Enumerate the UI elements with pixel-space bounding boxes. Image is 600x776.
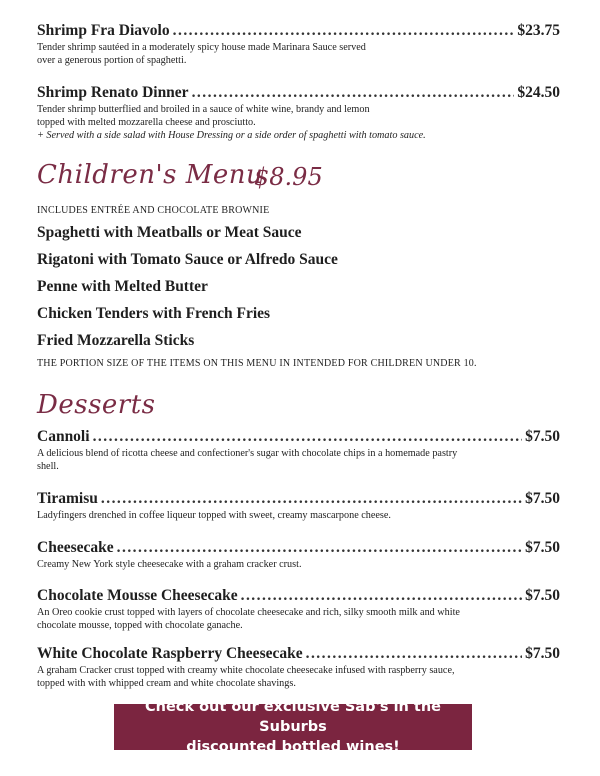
leader-dots (192, 84, 515, 102)
description-line: topped with with whipped cream and white chocolate shavings. (37, 678, 296, 689)
item-description (37, 664, 560, 690)
dessert-item-cheesecake (37, 539, 560, 557)
banner-line-2: discounted bottled wines! (186, 739, 400, 755)
item-price: $7.50 (525, 490, 560, 507)
dessert-item-tiramisu (37, 490, 560, 508)
menu-item-shrimp-fra-diavolo (37, 22, 560, 40)
description-line: Creamy New York style cheesecake with a graham cracker crust. (37, 559, 302, 570)
childrens-item: Fried Mozzarella Sticks (37, 332, 195, 349)
item-price: $7.50 (525, 587, 560, 604)
side-note: + Served with a side salad with House Dressing or a side order of spaghetti with tomato sauce. (37, 130, 426, 141)
description-line: over a generous portion of spaghetti. (37, 55, 187, 66)
desserts-heading: Desserts (37, 390, 156, 420)
dessert-item-chocolate-mousse-cheesecake (37, 587, 560, 605)
item-description (37, 558, 560, 571)
dessert-item-cannoli (37, 428, 560, 446)
childrens-item: Penne with Melted Butter (37, 278, 208, 295)
childrens-menu-price: $8.95 (254, 163, 323, 191)
dessert-item-white-chocolate-raspberry-cheesecake (37, 645, 560, 663)
item-description (37, 447, 560, 473)
leader-dots (93, 428, 523, 446)
description-line: topped with melted mozzarella cheese and prosciutto. (37, 117, 256, 128)
item-price: $24.50 (517, 84, 560, 101)
banner-line-1: Check out our exclusive Sab's in the Suburbs (145, 699, 441, 735)
item-name: Shrimp Renato Dinner (37, 84, 189, 101)
wine-promo-banner[interactable] (114, 699, 472, 755)
leader-dots (117, 539, 523, 557)
item-name: Cannoli (37, 428, 90, 445)
description-line: chocolate mousse, topped with chocolate ganache. (37, 620, 243, 631)
childrens-includes-note: INCLUDES ENTRÉE AND CHOCOLATE BROWNIE (37, 205, 270, 216)
item-name: Shrimp Fra Diavolo (37, 22, 170, 39)
childrens-item: Chicken Tenders with French Fries (37, 305, 271, 322)
item-name: White Chocolate Raspberry Cheesecake (37, 645, 303, 662)
item-price: $7.50 (525, 539, 560, 556)
leader-dots (101, 490, 522, 508)
leader-dots (306, 645, 523, 663)
description-line: shell. (37, 461, 59, 472)
item-price: $7.50 (525, 428, 560, 445)
item-description (37, 103, 560, 142)
description-line: Tender shrimp sautéed in a moderately spicy house made Marinara Sauce served (37, 42, 366, 53)
childrens-menu-heading: Children's Menu (37, 160, 264, 190)
item-description (37, 41, 560, 67)
childrens-item: Rigatoni with Tomato Sauce or Alfredo Sauce (37, 251, 338, 268)
leader-dots (241, 587, 523, 605)
item-price: $23.75 (517, 22, 560, 39)
item-price: $7.50 (525, 645, 560, 662)
description-line: A graham Cracker crust topped with creamy white chocolate cheesecake infused with raspberry sauce, (37, 665, 455, 676)
leader-dots (173, 22, 515, 40)
description-line: A delicious blend of ricotta cheese and confectioner's sugar with chocolate chips in a homemade pastry (37, 448, 458, 459)
item-description (37, 509, 560, 522)
description-line: Tender shrimp butterflied and broiled in a sauce of white wine, brandy and lemon (37, 104, 370, 115)
item-name: Chocolate Mousse Cheesecake (37, 587, 238, 604)
item-name: Tiramisu (37, 490, 98, 507)
item-description (37, 606, 560, 632)
description-line: Ladyfingers drenched in coffee liqueur topped with sweet, creamy mascarpone cheese. (37, 510, 391, 521)
menu-item-shrimp-renato-dinner (37, 84, 560, 102)
item-name: Cheesecake (37, 539, 114, 556)
childrens-portion-footnote: THE PORTION SIZE OF THE ITEMS ON THIS MENU IN INTENDED FOR CHILDREN UNDER 10. (37, 358, 477, 369)
description-line: An Oreo cookie crust topped with layers of chocolate cheesecake and rich, silky smooth milk and white (37, 607, 460, 618)
childrens-item: Spaghetti with Meatballs or Meat Sauce (37, 224, 302, 241)
